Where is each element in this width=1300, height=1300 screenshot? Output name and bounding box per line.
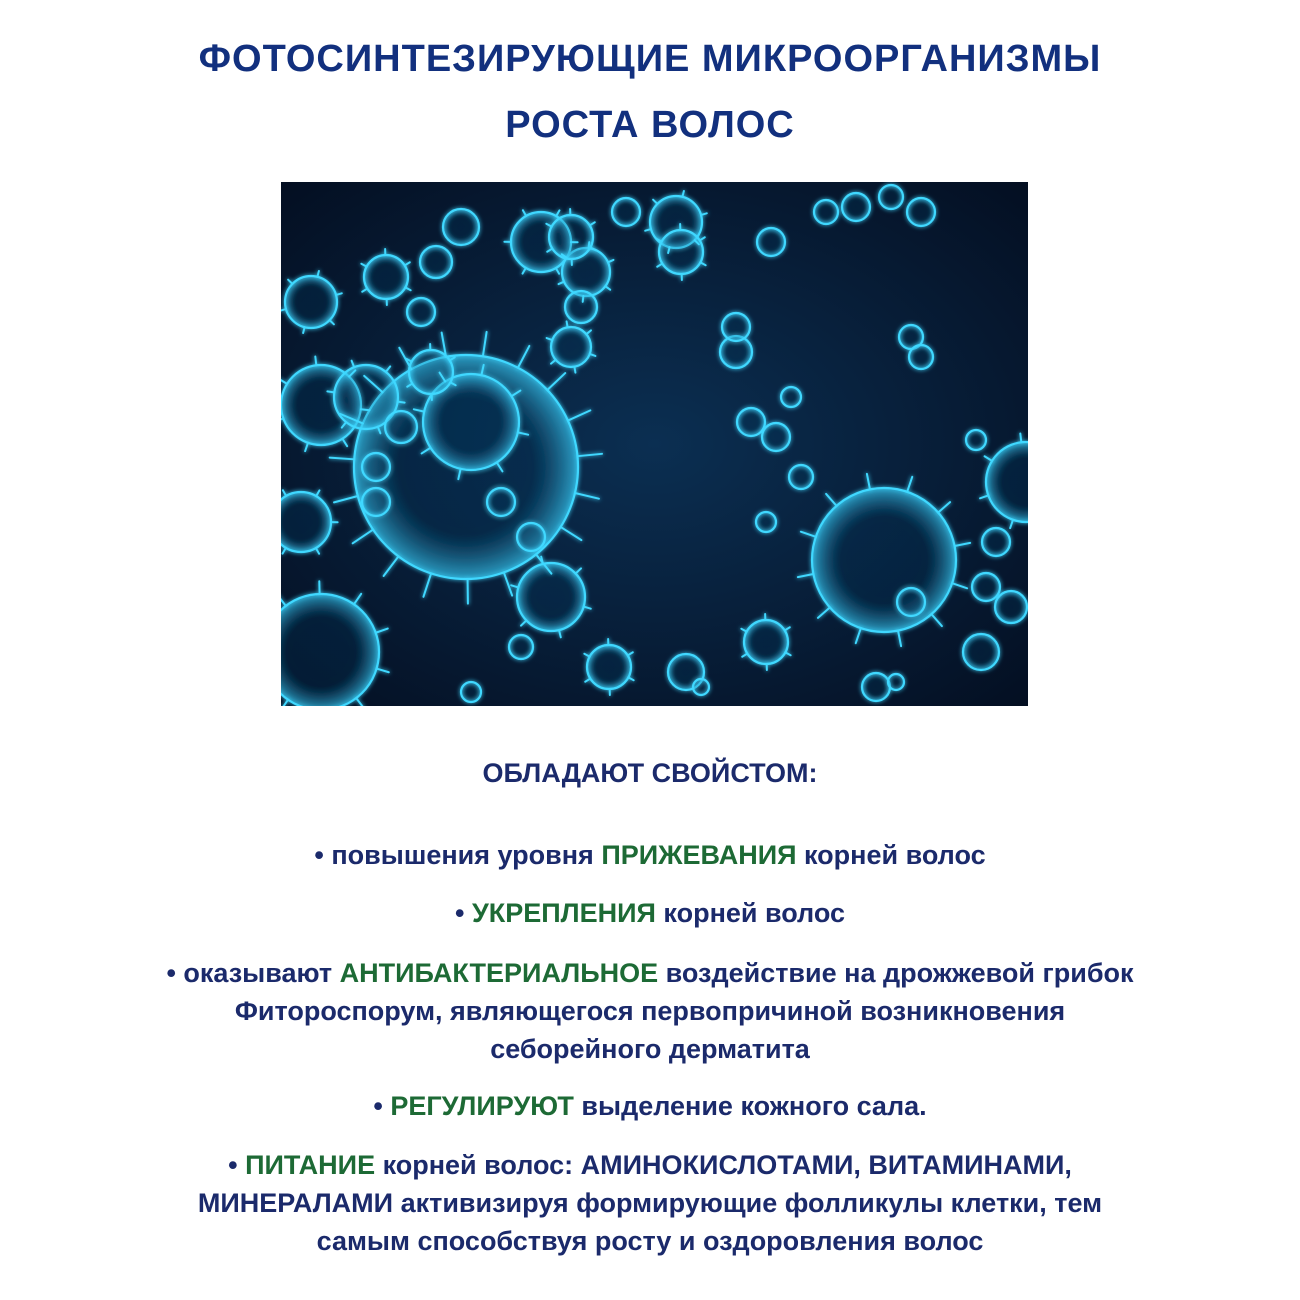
- cell-shape: [487, 488, 515, 516]
- property-item-2: [0, 894, 1300, 932]
- cell-shape: [612, 198, 640, 226]
- property-text-post: воздействие на дрожжевой грибок: [658, 958, 1134, 988]
- property-text-post: корней волос: АМИНОКИСЛОТАМИ, ВИТАМИНАМИ,: [375, 1150, 1072, 1180]
- cell-spike: [398, 402, 405, 403]
- cell-shape: [362, 453, 390, 481]
- cell-spike: [361, 409, 370, 410]
- cell-shape: [814, 200, 838, 224]
- cell-spike: [1020, 434, 1021, 443]
- property-highlight: РЕГУЛИРУЮТ: [390, 1091, 574, 1121]
- property-text-pre: оказывают: [183, 958, 340, 988]
- bullet-icon: •: [314, 840, 324, 870]
- cell-shape: [907, 198, 935, 226]
- cell-shape: [551, 327, 591, 367]
- property-text-post: выделение кожного сала.: [573, 1091, 927, 1121]
- property-line-2: Фитороспорум, являющегося первопричиной возникновения: [234, 996, 1066, 1026]
- cell-shape: [737, 408, 765, 436]
- cell-shape: [362, 488, 390, 516]
- property-line-3: себорейного дерматита: [490, 1034, 810, 1064]
- cell-shape: [565, 291, 597, 323]
- property-item-3: [0, 954, 1300, 1068]
- property-line-1: [0, 954, 1300, 992]
- cell-spike: [567, 321, 568, 327]
- page-title-line-1: ФОТОСИНТЕЗИРУЮЩИЕ МИКРООРГАНИЗМЫ: [198, 38, 1102, 80]
- property-highlight: АНТИБАКТЕРИАЛЬНОЕ: [339, 958, 659, 988]
- cell-shape: [966, 430, 986, 450]
- property-highlight: УКРЕПЛЕНИЯ: [471, 898, 656, 928]
- cell-shape: [963, 634, 999, 670]
- property-line-3: самым способствуя росту и оздоровления волос: [316, 1226, 984, 1256]
- cell-spike: [583, 296, 584, 302]
- cell-spike: [315, 357, 316, 366]
- bullet-icon: •: [454, 898, 465, 928]
- cell-shape: [364, 255, 408, 299]
- cell-shape: [812, 488, 956, 632]
- cell-shape: [862, 673, 890, 701]
- bullet-icon: •: [228, 1150, 238, 1180]
- cell-shape: [587, 645, 631, 689]
- cell-shape: [443, 209, 479, 245]
- page-title-line-2: РОСТА ВОЛОС: [505, 104, 795, 146]
- cell-spike: [327, 391, 334, 392]
- cell-shape: [549, 215, 593, 259]
- properties-heading: ОБЛАДАЮТ СВОЙСТОМ:: [482, 758, 818, 788]
- cell-shape: [879, 185, 903, 209]
- property-text-pre: повышения уровня: [331, 840, 602, 870]
- cell-shape: [756, 512, 776, 532]
- cell-shape: [982, 528, 1010, 556]
- property-highlight: ПРИЖЕВАНИЯ: [601, 840, 797, 870]
- property-line-2: МИНЕРАЛАМИ активизируя формирующие фолликулы клетки, тем: [197, 1188, 1103, 1218]
- cell-shape: [509, 635, 533, 659]
- cell-shape: [722, 313, 750, 341]
- cell-shape: [762, 423, 790, 451]
- property-item-1: [0, 836, 1300, 874]
- property-text-post: корней волос: [655, 898, 846, 928]
- property-text-post: корней волос: [796, 840, 986, 870]
- cell-shape: [757, 228, 785, 256]
- cell-shape: [659, 230, 703, 274]
- property-line-1: [0, 1146, 1300, 1184]
- property-item-4: [0, 1087, 1300, 1125]
- cell-shape: [781, 387, 801, 407]
- cell-shape: [995, 591, 1027, 623]
- microorganisms-illustration: [281, 182, 1028, 706]
- cell-shape: [517, 523, 545, 551]
- cell-spike: [574, 367, 575, 373]
- bullet-icon: •: [373, 1091, 383, 1121]
- cell-shape: [281, 492, 331, 552]
- cell-shape: [407, 298, 435, 326]
- cell-shape: [420, 246, 452, 278]
- cell-spike: [589, 242, 590, 248]
- bullet-icon: •: [166, 958, 176, 988]
- cell-shape: [744, 620, 788, 664]
- cell-shape: [888, 674, 904, 690]
- cell-shape: [461, 682, 481, 702]
- property-item-5: [0, 1146, 1300, 1260]
- cell-shape: [897, 588, 925, 616]
- cell-shape: [693, 679, 709, 695]
- cell-shape: [385, 411, 417, 443]
- cell-shape: [789, 465, 813, 489]
- cell-shape: [842, 193, 870, 221]
- property-highlight: ПИТАНИЕ: [245, 1150, 376, 1180]
- cell-shape: [972, 573, 1000, 601]
- cell-shape: [909, 345, 933, 369]
